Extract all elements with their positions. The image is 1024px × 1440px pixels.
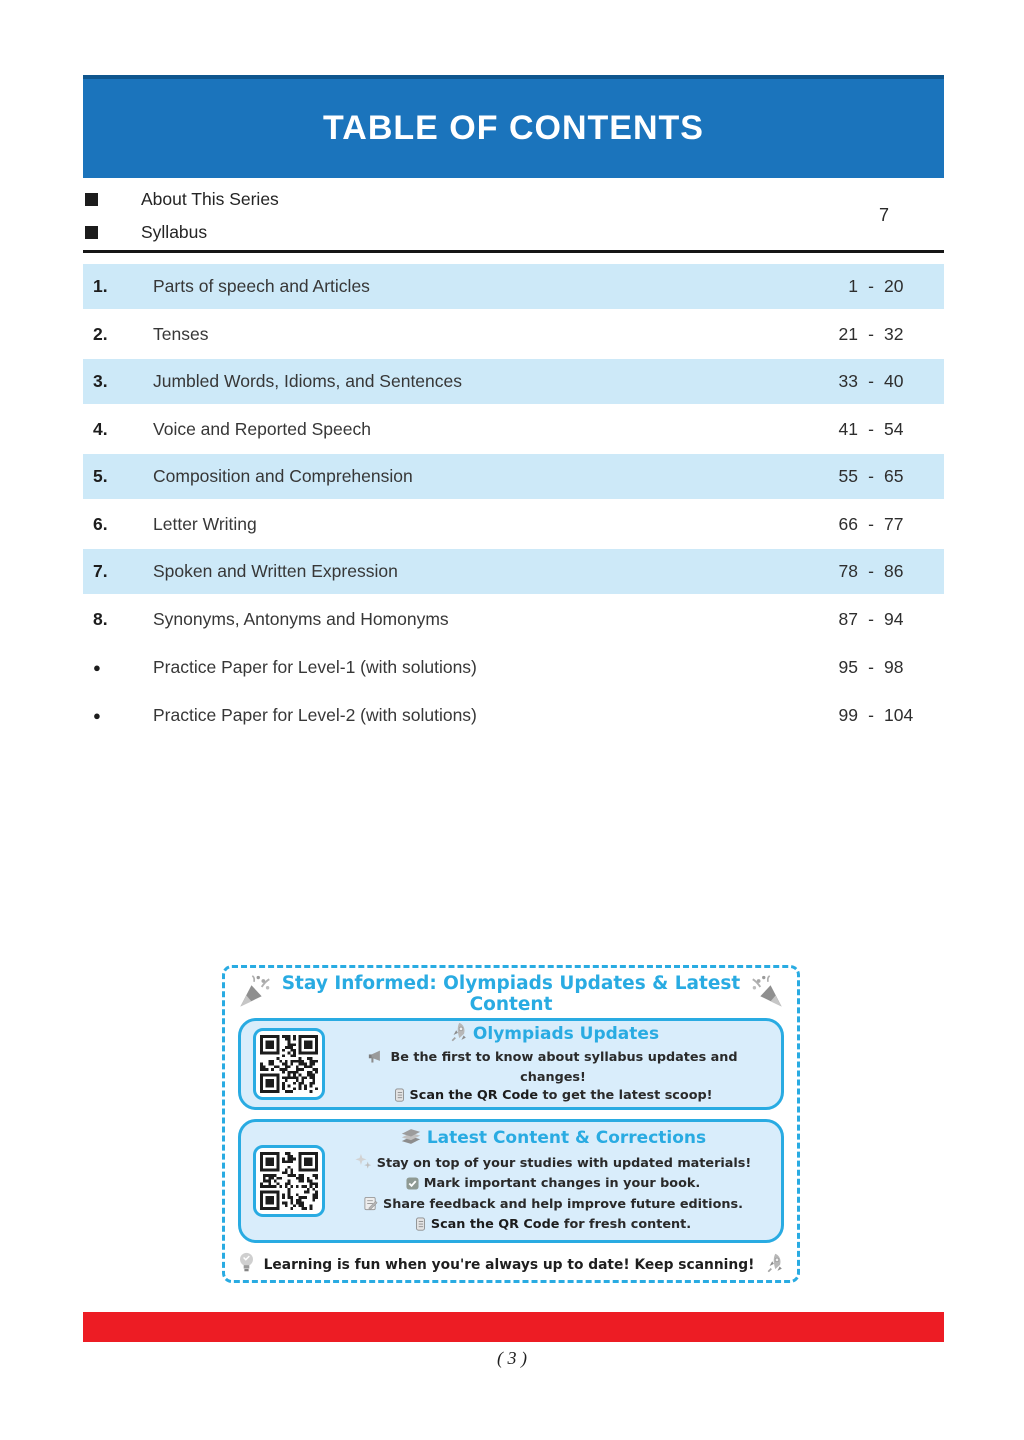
- page-end: 86: [884, 561, 904, 581]
- memo-icon: [363, 1196, 378, 1217]
- party-popper-icon: [237, 975, 271, 1013]
- stay-informed-box: [222, 965, 800, 1283]
- qr-code-image: [260, 1152, 318, 1210]
- page-dash: -: [868, 705, 874, 725]
- scroll-icon: [415, 1217, 426, 1237]
- row-number: 6.: [93, 513, 108, 534]
- chapter-title: Parts of speech and Articles: [153, 276, 370, 296]
- row-number: 7.: [93, 561, 108, 581]
- chapter-title: Synonyms, Antonyms and Homonyms: [153, 608, 449, 629]
- card-content: [337, 1126, 769, 1237]
- page-title-banner: [83, 75, 944, 178]
- page-dash: -: [868, 608, 874, 629]
- page-range: [812, 705, 934, 726]
- chapter-title: Letter Writing: [153, 513, 257, 534]
- front-matter-item-about: [83, 183, 944, 216]
- row-number: 1.: [93, 276, 108, 296]
- page-dash: -: [868, 276, 874, 296]
- page-start: 33: [838, 371, 858, 391]
- page-end: 32: [884, 323, 904, 344]
- sparkles-icon: [355, 1153, 372, 1176]
- page-title: TABLE OF CONTENTS: [323, 109, 704, 147]
- card-line-text: Mark important changes in your book.: [423, 1176, 701, 1191]
- page-range: [812, 324, 934, 345]
- card-line: [337, 1087, 769, 1108]
- chapter-title: Spoken and Written Expression: [153, 561, 398, 581]
- page-end: 54: [884, 418, 904, 439]
- toc-row: [83, 597, 944, 642]
- scroll-icon: [394, 1088, 405, 1108]
- card-line: [337, 1175, 769, 1196]
- card-content: [337, 1021, 769, 1108]
- card-line-text: Share feedback and help improve future editions.: [383, 1196, 743, 1212]
- page-end: 40: [884, 371, 904, 391]
- page-start: 99: [838, 705, 858, 725]
- toc-row: [83, 693, 944, 739]
- card-line-text: Stay on top of your studies with updated materials!: [376, 1155, 752, 1171]
- front-matter: [83, 183, 944, 249]
- page-range: [812, 514, 934, 535]
- dot-bullet-icon: ●: [93, 708, 101, 723]
- chapter-title: Practice Paper for Level-1 (with solutions): [153, 656, 477, 677]
- rocket-icon: [447, 1021, 468, 1049]
- toc-list: [83, 264, 944, 741]
- square-bullet-icon: [85, 193, 98, 206]
- megaphone-icon: [368, 1050, 385, 1070]
- page-start: 41: [838, 418, 858, 439]
- page-start: 78: [838, 561, 858, 581]
- card-line-text: to get the latest scoop!: [538, 1087, 713, 1103]
- page-range: [812, 561, 934, 582]
- page-dash: -: [868, 371, 874, 391]
- stay-informed-header: [237, 975, 785, 1013]
- card-line: [337, 1049, 769, 1087]
- card-line-bold: Scan the QR Code: [430, 1217, 560, 1232]
- qr-code: [253, 1028, 325, 1100]
- stay-informed-title: Stay Informed: Olympiads Updates & Latest Content: [281, 973, 741, 1015]
- card-title-row: [337, 1021, 769, 1049]
- page-dash: -: [868, 418, 874, 439]
- card-line-text: Be the first to know about syllabus updates and changes!: [390, 1049, 738, 1086]
- page-start: 66: [838, 513, 858, 534]
- chapter-title: Jumbled Words, Idioms, and Sentences: [153, 371, 463, 391]
- toc-row: [83, 359, 944, 404]
- page-end: 77: [884, 513, 904, 534]
- card-title: Latest Content & Corrections: [426, 1127, 707, 1148]
- front-matter-label: Syllabus: [141, 222, 208, 242]
- row-number: 5.: [93, 466, 108, 486]
- toc-row: [83, 502, 944, 547]
- chapter-title: Practice Paper for Level-2 (with solutions): [153, 705, 477, 725]
- chapter-title: Voice and Reported Speech: [153, 418, 371, 439]
- books-icon: [400, 1127, 422, 1153]
- chapter-title: Tenses: [153, 323, 209, 344]
- lightbulb-icon: [238, 1251, 255, 1278]
- square-bullet-icon: [85, 226, 98, 239]
- row-number: 3.: [93, 371, 108, 391]
- page-range: [812, 466, 934, 487]
- card-line-bold: Scan the QR Code: [409, 1087, 539, 1103]
- page-range: [812, 609, 934, 630]
- latest-content-card: [238, 1119, 784, 1243]
- qr-code: [253, 1145, 325, 1217]
- front-matter-item-syllabus: [83, 216, 944, 249]
- page-range: [812, 276, 934, 297]
- page-end: 65: [884, 466, 904, 486]
- card-line: [337, 1196, 769, 1217]
- stay-informed-footer: [237, 1251, 785, 1278]
- rocket-icon: [763, 1252, 784, 1277]
- toc-row: [83, 407, 944, 452]
- section-divider: [83, 250, 944, 253]
- toc-row: [83, 454, 944, 499]
- card-title-row: [337, 1126, 769, 1153]
- front-matter-page-number: 7: [878, 205, 889, 225]
- page-dash: -: [868, 513, 874, 534]
- page-start: 55: [838, 466, 858, 486]
- page-range: [812, 371, 934, 392]
- party-popper-icon: [751, 975, 785, 1013]
- toc-row: [83, 264, 944, 309]
- page-range: [812, 657, 934, 678]
- row-number: 8.: [93, 608, 108, 629]
- row-number: 4.: [93, 418, 108, 439]
- olympiads-updates-card: [238, 1018, 784, 1110]
- toc-row: [83, 312, 944, 357]
- page-start: 21: [838, 323, 858, 344]
- page-dash: -: [868, 466, 874, 486]
- card-title: Olympiads Updates: [472, 1023, 660, 1044]
- page-start: 95: [838, 656, 858, 677]
- page-dash: -: [868, 561, 874, 581]
- card-line: [337, 1216, 769, 1237]
- front-matter-label: About This Series: [141, 189, 279, 209]
- card-line-text: for fresh content.: [559, 1217, 692, 1232]
- page-end: 94: [884, 608, 904, 629]
- row-number: 2.: [93, 323, 108, 344]
- page-range: [812, 419, 934, 440]
- page-end: 20: [884, 276, 904, 296]
- qr-code-image: [260, 1035, 318, 1093]
- toc-row: [83, 644, 944, 690]
- dot-bullet-icon: ●: [93, 659, 101, 675]
- page-start: 1: [848, 276, 858, 296]
- footer-red-bar: [83, 1312, 944, 1342]
- page-dash: -: [868, 323, 874, 344]
- chapter-title: Composition and Comprehension: [153, 466, 413, 486]
- page-dash: -: [868, 656, 874, 677]
- checkbox-icon: [406, 1177, 419, 1196]
- page-number: ( 3 ): [497, 1348, 527, 1368]
- page-start: 87: [838, 608, 858, 629]
- stay-informed-footer-text: Learning is fun when you're always up to date! Keep scanning!: [263, 1256, 755, 1273]
- page-end: 98: [884, 656, 904, 677]
- page-end: 104: [884, 705, 914, 725]
- card-line: [337, 1153, 769, 1176]
- toc-row: [83, 549, 944, 594]
